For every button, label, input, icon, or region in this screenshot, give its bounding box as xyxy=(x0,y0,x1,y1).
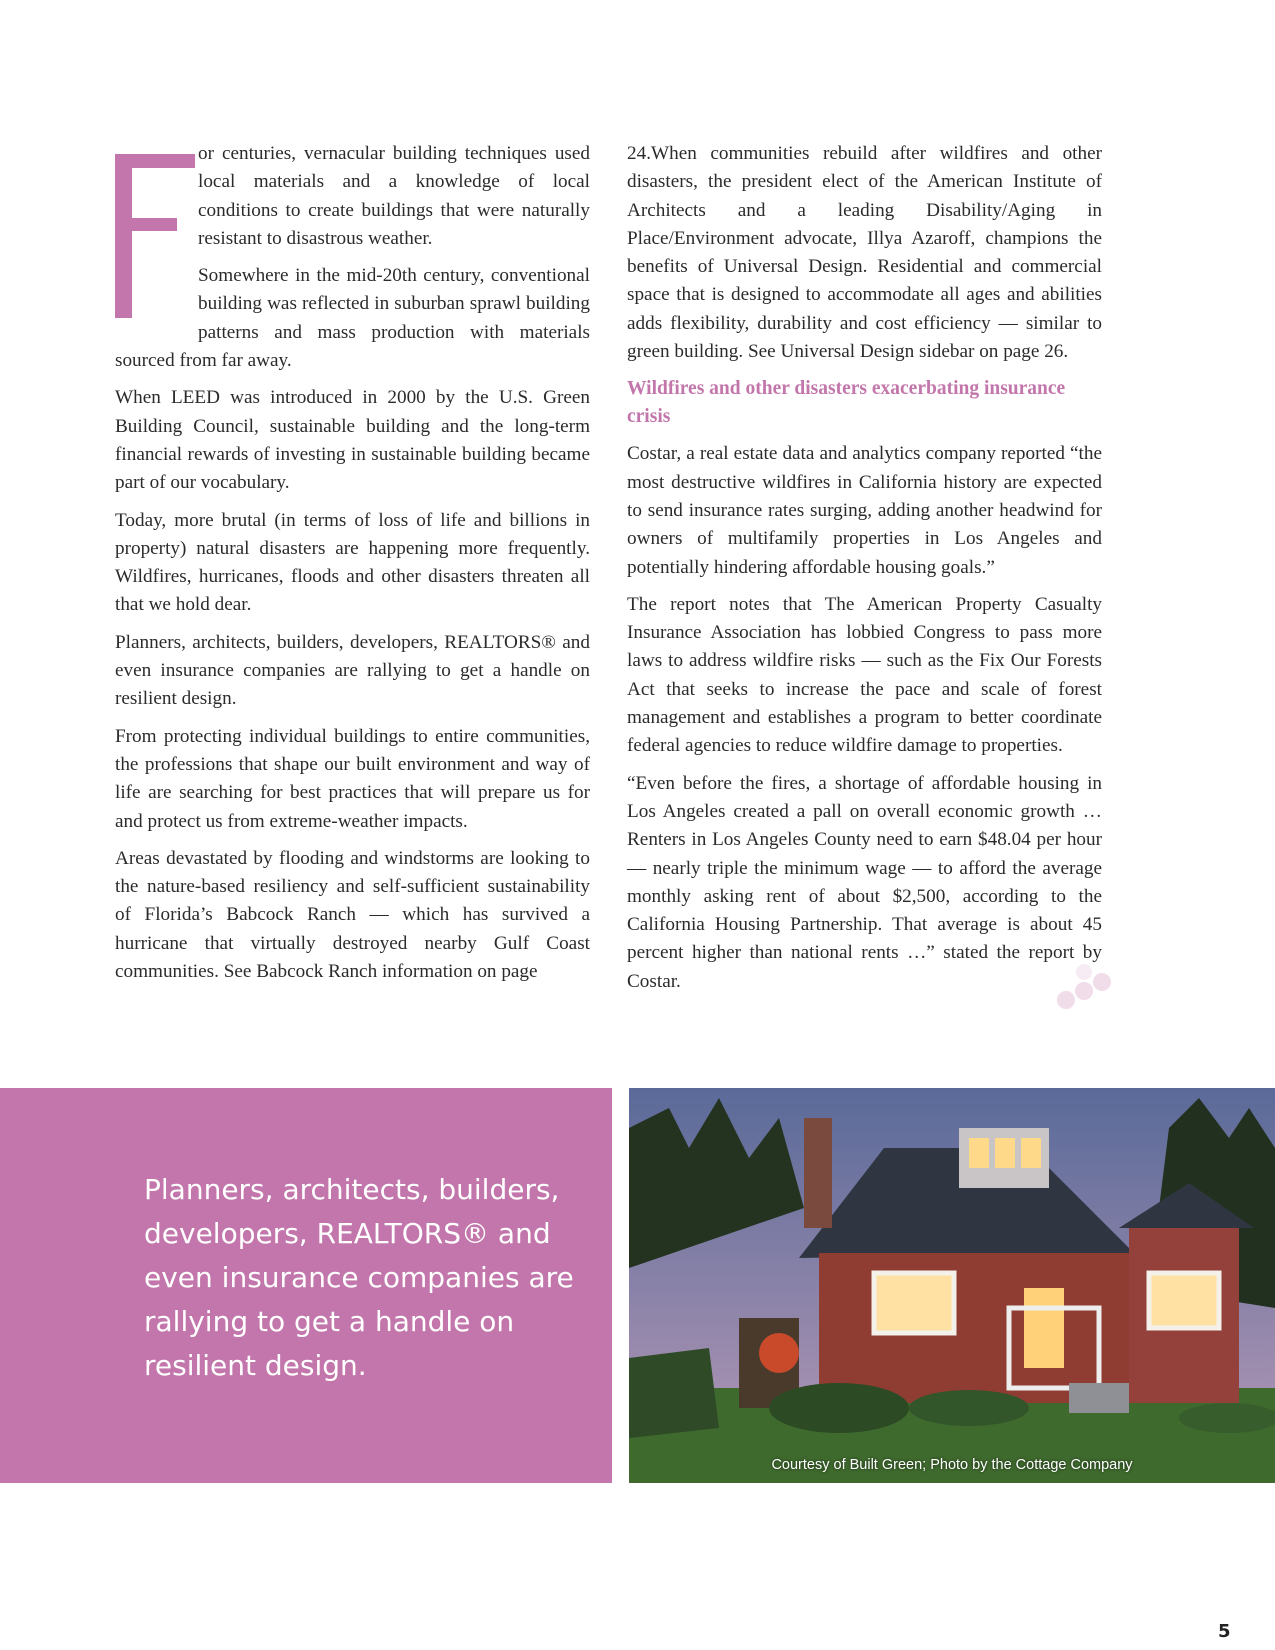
decorative-dots xyxy=(1054,950,1124,1020)
body-paragraph: When LEED was introduced in 2000 by the U.S. Green Building Council, sustainable building and the long-term financial rewards of investing in sustainable building became part of our vocabulary. xyxy=(115,387,590,494)
body-paragraph: Today, more brutal (in terms of loss of life and billions in property) natural disasters are happening more frequently. Wildfires, hurricanes, floods and other disasters threaten all that we hold dear. xyxy=(115,509,590,616)
body-paragraph: or centuries, vernacular building techniques used local materials and a knowledge of local conditions to create buildings that were naturally resistant to disastrous weather. xyxy=(198,143,590,249)
body-paragraph: “Even before the fires, a shortage of affordable housing in Los Angeles created a pall on overall economic growth … Renters in Los Angeles County need to earn $48.04 per hour — nearly triple the minimum wage — to afford the average monthly asking rent of about $2,500, according to the California Housing Partnership. That average is about 45 percent higher than national rents …” stated the report by Costar. xyxy=(627,772,1102,992)
drop-cap xyxy=(115,148,198,319)
pull-quote: Planners, architects, builders, developers, REALTORS® and even insurance companies are rallying to get a handle on resilient design. xyxy=(144,1173,574,1382)
right-column xyxy=(627,140,1102,1005)
body-paragraph: Costar, a real estate data and analytics company reported “the most destructive wildfires in California history are expected to send insurance rates surging, adding another headwind for owners of multifamily properties in Los Angeles and potentially hindering affordable housing goals.” xyxy=(627,443,1102,578)
body-paragraph: 24.When communities rebuild after wildfires and other disasters, the president elect of the American Institute of Architects and a leading Disability/Aging in Place/Environment advocate, Illya Azaroff, champions the benefits of Universal Design. Residential and commercial space that is designed to accommodate all ages and abilities adds flexibility, durability and cost efficiency — similar to green building. See Universal Design sidebar on page 26. xyxy=(627,143,1102,363)
pull-quote-box xyxy=(0,1088,612,1483)
body-paragraph: Areas devastated by flooding and windstorms are looking to the nature-based resiliency and self-sufficient sustainability of Florida’s Babcock Ranch — which has survived a hurricane that virtually destroyed nearby Gulf Coast communities. See Babcock Ranch information on page xyxy=(115,847,590,983)
page-number: 5 xyxy=(1218,1621,1231,1642)
section-subheading: Wildfires and other disasters exacerbating insurance crisis xyxy=(627,378,1066,428)
body-paragraph: Somewhere in the mid-20th century, conventional building was reflected in suburban sprawl building patterns and mass production with materials sourced from far away. xyxy=(115,265,590,372)
house-illustration xyxy=(629,1088,1275,1483)
left-column xyxy=(115,140,590,995)
photo-caption: Courtesy of Built Green; Photo by the Cottage Company xyxy=(771,1457,1133,1473)
body-paragraph: From protecting individual buildings to entire communities, the professions that shape our built environment and way of life are searching for best practices that will prepare us for and protect us from extreme-weather impacts. xyxy=(115,725,590,832)
house-photo xyxy=(629,1088,1275,1483)
body-paragraph: The report notes that The American Property Casualty Insurance Association has lobbied Congress to pass more laws to address wildfire risks — such as the Fix Our Forests Act that seeks to increase the pace and scale of forest management and establishes a program to better coordinate federal agencies to reduce wildfire damage to properties. xyxy=(627,593,1102,757)
body-paragraph: Planners, architects, builders, developers, REALTORS® and even insurance companies are rallying to get a handle on resilient design. xyxy=(115,631,590,710)
